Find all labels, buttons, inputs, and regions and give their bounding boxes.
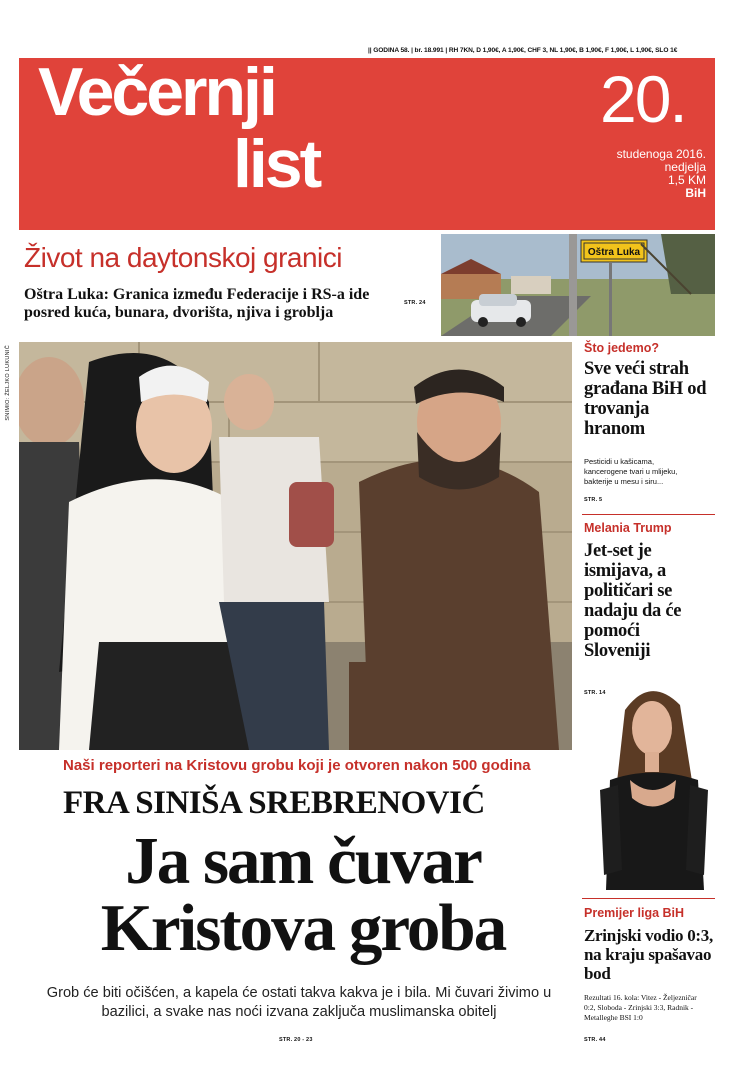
teaser-headline[interactable]: Život na daytonskoj granici (24, 242, 343, 273)
logo-line2[interactable]: list (233, 126, 320, 202)
portrait-image (600, 680, 708, 890)
sidebar2-label: Melania Trump (584, 521, 672, 535)
sidebar3-headline[interactable]: Zrinjski vodio 0:3, na kraju spašavao bod (584, 926, 713, 983)
teaser-subline[interactable]: Oštra Luka: Granica između Federacije i RS-a ide posred kuća, bunara, dvorišta, njiva i groblja (24, 286, 370, 321)
issue-date-block (617, 148, 706, 200)
issue-date: studenoga 2016. (616, 147, 706, 161)
issue-day: 20. (600, 62, 686, 136)
headline-line2: Kristova groba (100, 891, 506, 965)
teaser-page-ref: STR. 24 (404, 300, 426, 306)
issue-weekday: nedjelja (664, 160, 706, 174)
story-kicker[interactable]: FRA SINIŠA SREBRENOVIĆ (63, 785, 485, 821)
teaser-photo[interactable] (441, 234, 715, 336)
sidebar3-text: Rezultati 16. kola: Vitez - Željezničar 0:2, Sloboda - Zrinjski 3:3, Radnik - Metalleghe BSI 1:0 (584, 993, 697, 1022)
sidebar-divider-2 (582, 898, 715, 899)
sidebar3-page-ref: STR. 44 (584, 1037, 606, 1043)
nun-and-friar-image (19, 342, 572, 750)
story-lead[interactable]: Grob će biti očišćen, a kapela će ostati takva kakva je i bila. Mi čuvari živimo u bazilici, a svake nas noći izvana zaključa muslimanska obitelj (46, 985, 552, 1020)
photo-credit: SNIMIO: ŽELJKO LUKUNIČ (5, 345, 11, 421)
logo-line1[interactable]: Večernji (38, 54, 275, 130)
sidebar1-headline[interactable]: Sve veći strah građana BiH od trovanja hranom (584, 359, 707, 439)
sidebar2-headline[interactable]: Jet-set je ismijava, a političari se nadaju da će pomoći Sloveniji (584, 541, 682, 661)
issue-price: 1,5 KM (667, 173, 706, 187)
story-redline[interactable]: Naši reporteri na Kristovu grobu koji je otvoren nakon 500 godina (63, 757, 531, 774)
main-page-ref: STR. 20 - 23 (279, 1037, 313, 1043)
sidebar1-page-ref: STR. 5 (584, 497, 603, 503)
sidebar1-label: Što jedemo? (584, 341, 660, 355)
melania-photo[interactable] (600, 680, 708, 890)
sign-text: Oštra Luka (587, 247, 641, 258)
sidebar3-label: Premijer liga BiH (584, 906, 685, 920)
main-headline[interactable] (38, 824, 568, 965)
village-road-image (441, 234, 715, 336)
sidebar1-text: Pesticidi u kašicama, kancerogene tvari u mlijeku, bakterije u mesu i siru... (584, 457, 678, 486)
sidebar-divider (582, 514, 715, 515)
main-photo[interactable] (19, 342, 572, 750)
issue-edition: BiH (685, 186, 706, 200)
sidebar2-page-ref: STR. 14 (584, 690, 606, 696)
issue-info-line: || GODINA 58. | br. 18.991 | RH 7KN, D 1,90€, A 1,90€, CHF 3, NL 1,90€, B 1,90€, F 1,90€, L 1,90€, SLO 1€ (368, 47, 678, 54)
headline-line1: Ja sam čuvar (125, 824, 481, 898)
